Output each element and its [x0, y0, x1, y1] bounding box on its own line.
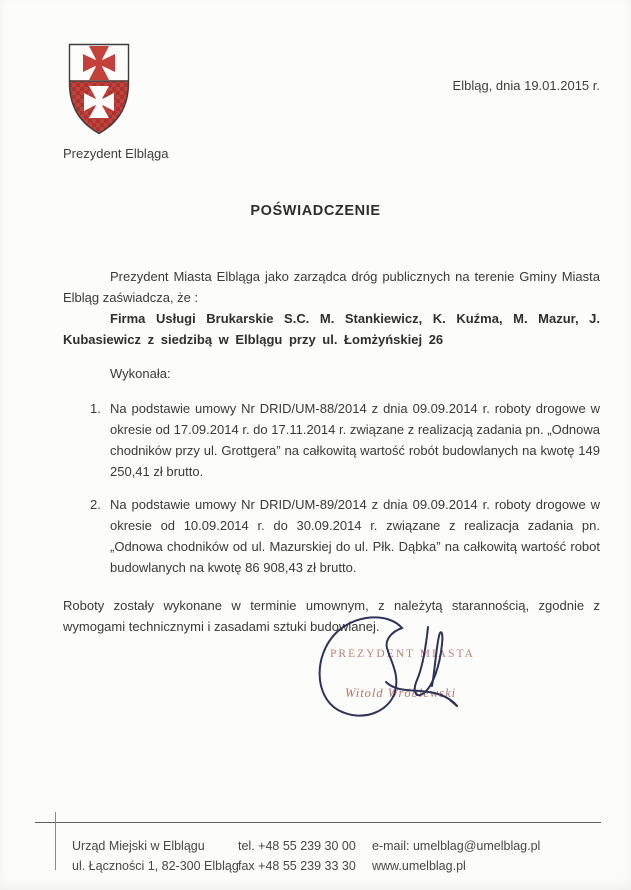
- company-name-paragraph: Firma Usługi Brukarskie S.C. M. Stankiewicz, K. Kuźma, M. Mazur, J. Kubasiewicz z siedzibą w Elblągu przy ul. Łomżyńskiej 26: [63, 311, 600, 347]
- sender-label: Prezydent Elbląga: [63, 146, 169, 161]
- footer-phone-column: [238, 836, 356, 876]
- handwritten-signature-icon: [290, 600, 510, 750]
- signature-block: [290, 600, 510, 750]
- footer-vertical-rule: [55, 812, 56, 870]
- document-body: [63, 266, 600, 637]
- works-list: [63, 398, 600, 578]
- footer-office-column: [72, 836, 239, 876]
- footer-email: e-mail: umelblag@umelblag.pl: [372, 839, 541, 853]
- footer-office-name: Urząd Miejski w Elblągu: [72, 839, 205, 853]
- list-item-number: 1.: [90, 401, 101, 416]
- list-item: [63, 398, 600, 482]
- date-line: Elbląg, dnia 19.01.2015 r.: [452, 78, 600, 93]
- stamp-name-text: Witold Wróblewski: [345, 686, 457, 700]
- footer-www: www.umelblag.pl: [372, 859, 466, 873]
- document-title: POŚWIADCZENIE: [250, 203, 381, 219]
- stamp-role-text: PREZYDENT MIASTA: [330, 648, 475, 660]
- footer-web-column: [372, 836, 540, 876]
- list-item: [63, 494, 600, 578]
- footer-office-address: ul. Łączności 1, 82-300 Elbląg: [72, 859, 239, 873]
- footer-fax: fax +48 55 239 33 30: [238, 859, 356, 873]
- list-item-number: 2.: [90, 497, 101, 512]
- intro-paragraph: Prezydent Miasta Elbląga jako zarządca dróg publicznych na terenie Gminy Miasta Elbląg zaświadcza, że :: [63, 269, 600, 305]
- list-item-text: Na podstawie umowy Nr DRID/UM-89/2014 z dnia 09.09.2014 r. roboty drogowe w okresie od 10.09.2014 r. do 30.09.2014 r. związane z realizacja zadania pn. „Odnowa chodników od ul. Mazurskiej do ul. Płk. Dąbka” na całkowitą wartość robot budowlanych na kwotę 86 908,43 zł brutto.: [110, 497, 600, 575]
- footer-tel: tel. +48 55 239 30 00: [238, 839, 356, 853]
- list-item-text: Na podstawie umowy Nr DRID/UM-88/2014 z dnia 09.09.2014 r. roboty drogowe w okresie od 17.09.2014 r. do 17.11.2014 r. związane z realizacją zadania pn. „Odnowa chodników przy ul. Grottgera” na całkowitą wartość robót budowlanych na kwotę 149 250,41 zł brutto.: [110, 401, 600, 479]
- footer-divider: [35, 822, 601, 823]
- performed-label: Wykonała:: [110, 366, 171, 381]
- elblag-coat-of-arms-icon: [68, 43, 130, 136]
- closing-paragraph: Roboty zostały wykonane w terminie umownym, z należytą starannością, zgodnie z wymogami technicznymi i zasadami sztuki budowlanej.: [63, 598, 600, 634]
